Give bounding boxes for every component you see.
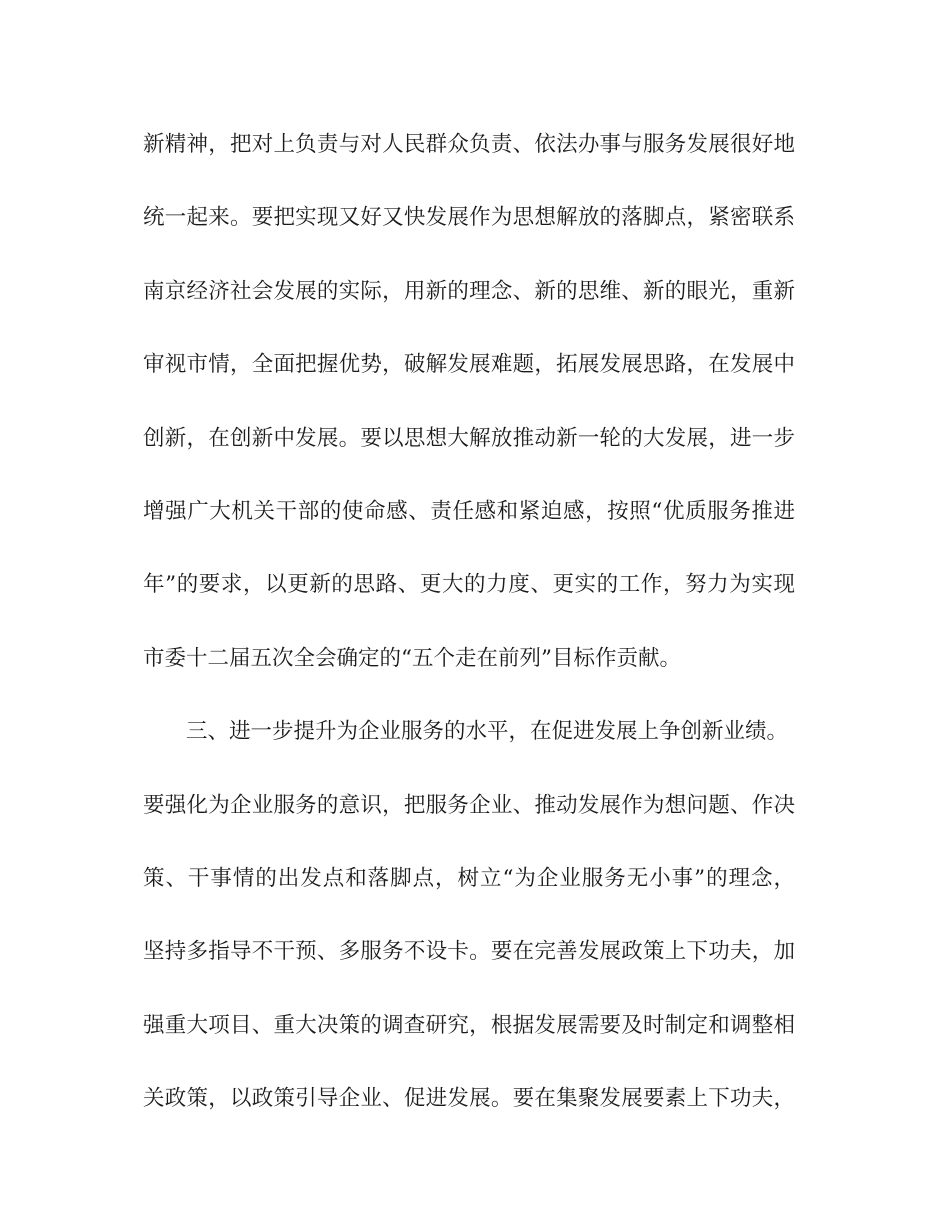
text-line: 关政策，以政策引导企业、促进发展。要在集聚发展要素上下功夫， bbox=[143, 1086, 795, 1112]
text-line: 市委十二届五次全会确定的“五个走在前列”目标作贡献。 bbox=[143, 645, 681, 671]
text-line: 审视市情，全面把握优势，破解发展难题，拓展发展思路，在发展中 bbox=[143, 352, 795, 378]
text-line: 策、干事情的出发点和落脚点，树立“为企业服务无小事”的理念， bbox=[143, 865, 795, 891]
text-line: 增强广大机关干部的使命感、责任感和紧迫感，按照“优质服务推进 bbox=[143, 498, 795, 524]
text-line: 坚持多指导不干预、多服务不设卡。要在完善发展政策上下功夫，加 bbox=[143, 939, 795, 965]
text-line: 创新，在创新中发展。要以思想大解放推动新一轮的大发展，进一步 bbox=[143, 425, 795, 451]
text-line: 统一起来。要把实现又好又快发展作为思想解放的落脚点，紧密联系 bbox=[143, 205, 795, 231]
text-line: 南京经济社会发展的实际，用新的理念、新的思维、新的眼光，重新 bbox=[143, 278, 795, 304]
text-line: 新精神，把对上负责与对人民群众负责、依法办事与服务发展很好地 bbox=[143, 132, 795, 157]
text-line: 年”的要求，以更新的思路、更大的力度、更实的工作，努力为实现 bbox=[143, 572, 795, 598]
body-text bbox=[143, 120, 795, 1147]
section-heading: 三、进一步提升为企业服务的水平，在促进发展上争创新业绩。 bbox=[186, 719, 789, 745]
text-line: 强重大项目、重大决策的调查研究，根据发展需要及时制定和调整相 bbox=[143, 1012, 795, 1038]
text-line: 要强化为企业服务的意识，把服务企业、推动发展作为想问题、作决 bbox=[143, 792, 795, 818]
